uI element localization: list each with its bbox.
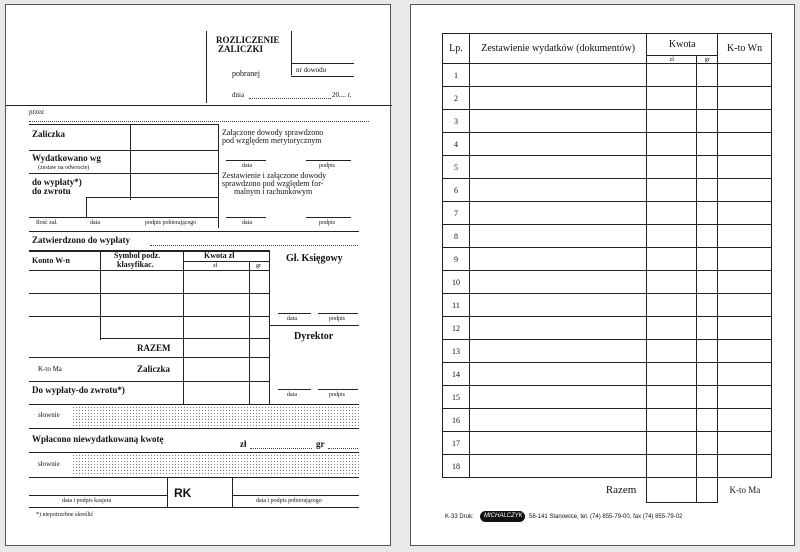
data-label-4: data xyxy=(287,316,297,322)
kto-ma-label: K-to Ma xyxy=(718,478,772,503)
row-number: 12 xyxy=(443,317,470,340)
row-number: 16 xyxy=(443,409,470,432)
expense-row xyxy=(443,248,772,271)
form-title-line2: ZALICZKI xyxy=(218,44,264,54)
razem-label: Razem xyxy=(443,478,647,503)
row-number: 18 xyxy=(443,455,470,478)
row-gr-cell xyxy=(697,455,718,478)
right-page-expense-list xyxy=(410,4,795,546)
gl-ksiegowy-label: Gł. Księgowy xyxy=(286,253,343,264)
row-description-cell xyxy=(469,64,646,87)
data-podpis-pobierajacego-label: data i podpis pobierającego xyxy=(256,498,322,504)
row-gr-cell xyxy=(697,248,718,271)
expense-row xyxy=(443,432,772,455)
row-gr-cell xyxy=(697,271,718,294)
dnia-year-label: 20.... r. xyxy=(332,91,352,99)
data-label-5: data xyxy=(287,392,297,398)
kwota-zl-header: Kwota zł xyxy=(204,251,235,260)
zaliczka-label: Zaliczka xyxy=(32,129,65,139)
expense-row xyxy=(443,271,772,294)
wplacono-zl-label: zł xyxy=(240,439,247,449)
row-description-cell xyxy=(469,432,646,455)
expense-row xyxy=(443,317,772,340)
row-number: 8 xyxy=(443,225,470,248)
row-gr-cell xyxy=(697,202,718,225)
row-gr-cell xyxy=(697,294,718,317)
zalaczone-line1: Załączone dowody sprawdzono xyxy=(222,128,324,137)
footer-code: K-33 Druk: xyxy=(445,514,474,520)
kwota-zl-header: zł xyxy=(647,56,697,64)
row-kto-wn-cell xyxy=(718,294,772,317)
expense-row xyxy=(443,64,772,87)
row-kto-wn-cell xyxy=(718,363,772,386)
razem-gr-cell xyxy=(697,478,718,503)
zestawienie-header: Zestawienie wydatków (dokumentów) xyxy=(469,34,646,64)
footer-address: 58-141 Stanowice, tel. (74) 855-79-00, fax (74) 855-79-02 xyxy=(529,514,683,520)
row-number: 15 xyxy=(443,386,470,409)
row-kto-wn-cell xyxy=(718,179,772,202)
printer-brand: MICHALCZYK xyxy=(484,513,523,519)
symbol-header-line1: Symbol podz. xyxy=(114,251,161,260)
row-zl-cell xyxy=(647,455,697,478)
row-description-cell xyxy=(469,225,646,248)
row-number: 10 xyxy=(443,271,470,294)
do-zwrotu-label: do zwrotu xyxy=(32,186,71,196)
row-kto-wn-cell xyxy=(718,432,772,455)
row-gr-cell xyxy=(697,409,718,432)
row-description-cell xyxy=(469,340,646,363)
row-zl-cell xyxy=(647,409,697,432)
expense-row xyxy=(443,225,772,248)
row-kto-wn-cell xyxy=(718,202,772,225)
slownie-label-2: słownie xyxy=(38,460,60,468)
zestawienie-line1: Zestawienie i załączone dowody xyxy=(222,171,327,180)
expense-row xyxy=(443,386,772,409)
kto-wn-header: K-to Wn xyxy=(718,34,772,64)
row-number: 2 xyxy=(443,87,470,110)
row-kto-wn-cell xyxy=(718,110,772,133)
row-description-cell xyxy=(469,294,646,317)
nr-dowodu-label: nr dowodu xyxy=(296,66,327,74)
row-description-cell xyxy=(469,156,646,179)
row-kto-wn-cell xyxy=(718,225,772,248)
kwota-header: Kwota xyxy=(647,34,718,56)
row-description-cell xyxy=(469,363,646,386)
row-kto-wn-cell xyxy=(718,64,772,87)
przez-label: przez xyxy=(29,108,45,116)
zalaczone-line2: pod względem merytorycznym xyxy=(222,136,322,145)
expense-row xyxy=(443,363,772,386)
row-gr-cell xyxy=(697,363,718,386)
form-title-line1: ROZLICZENIE xyxy=(216,35,280,45)
row-zl-cell xyxy=(647,248,697,271)
row-description-cell xyxy=(469,133,646,156)
footnote: *) niepotrzebne skreślić xyxy=(36,512,94,518)
pobranej-label: pobranej xyxy=(232,69,260,78)
expense-row xyxy=(443,455,772,478)
row-zl-cell xyxy=(647,179,697,202)
zestawienie-line2: sprawdzono pod względem for- xyxy=(222,179,324,188)
zestawienie-line3: malnym i rachunkowym xyxy=(234,187,313,196)
ilosc-zal-label: Ilość zał. xyxy=(36,220,58,226)
row-gr-cell xyxy=(697,225,718,248)
do-wyplaty-label: do wypłaty*) xyxy=(32,177,82,187)
row-number: 3 xyxy=(443,110,470,133)
expense-row xyxy=(443,156,772,179)
zatwierdzono-label: Zatwierdzono do wypłaty xyxy=(32,235,131,245)
row-zl-cell xyxy=(647,363,697,386)
row-number: 6 xyxy=(443,179,470,202)
expense-row xyxy=(443,110,772,133)
row-zl-cell xyxy=(647,294,697,317)
row-number: 5 xyxy=(443,156,470,179)
podpis-label-2: podpis xyxy=(319,163,336,169)
expense-table xyxy=(442,33,772,503)
row-gr-cell xyxy=(697,87,718,110)
konto-wn-header: Konto W-n xyxy=(32,256,71,265)
podpis-label-5: podpis xyxy=(329,392,346,398)
row-description-cell xyxy=(469,271,646,294)
data-podpis-kasjera-label: data i podpis kasjera xyxy=(62,498,112,504)
podpis-pobierajacego-label: podpis pobierającego xyxy=(145,220,197,226)
row-gr-cell xyxy=(697,432,718,455)
row-kto-wn-cell xyxy=(718,455,772,478)
symbol-header-line2: klasyfikac. xyxy=(117,260,154,269)
row-number: 17 xyxy=(443,432,470,455)
expense-row xyxy=(443,409,772,432)
razem-zl-cell xyxy=(647,478,697,503)
expense-row xyxy=(443,202,772,225)
kwota-zl-sub: zł xyxy=(213,263,218,269)
row-kto-wn-cell xyxy=(718,248,772,271)
dnia-label: dnia xyxy=(232,91,245,99)
dyrektor-label: Dyrektor xyxy=(294,331,334,342)
kto-ma-label: K-to Ma xyxy=(38,365,62,373)
row-gr-cell xyxy=(697,386,718,409)
row-kto-wn-cell xyxy=(718,340,772,363)
row-gr-cell xyxy=(697,179,718,202)
row-zl-cell xyxy=(647,156,697,179)
row-description-cell xyxy=(469,202,646,225)
data-label-2: data xyxy=(242,163,252,169)
row-gr-cell xyxy=(697,340,718,363)
row-zl-cell xyxy=(647,386,697,409)
do-wyplaty-zwrotu-label: Do wypłaty-do zwrotu*) xyxy=(32,385,125,395)
row-gr-cell xyxy=(697,156,718,179)
rk-label: RK xyxy=(174,486,192,500)
row-gr-cell xyxy=(697,110,718,133)
kwota-gr-header: gr xyxy=(697,56,718,64)
kwota-gr-sub: gr xyxy=(256,263,261,269)
left-page-settlement-form xyxy=(5,4,391,546)
row-gr-cell xyxy=(697,317,718,340)
row-zl-cell xyxy=(647,317,697,340)
data-label-3: data xyxy=(242,220,252,226)
row-gr-cell xyxy=(697,133,718,156)
row-gr-cell xyxy=(697,64,718,87)
wplacono-gr-label: gr xyxy=(316,439,325,449)
row-kto-wn-cell xyxy=(718,386,772,409)
row-number: 4 xyxy=(443,133,470,156)
row-kto-wn-cell xyxy=(718,317,772,340)
row-number: 9 xyxy=(443,248,470,271)
wydatkowano-sub: (zestaw na odwrocie) xyxy=(38,165,90,171)
data-label-1: data xyxy=(90,220,100,226)
podpis-label-3: podpis xyxy=(319,220,336,226)
zaliczka-row-label: Zaliczka xyxy=(137,364,170,374)
lp-header: Lp. xyxy=(443,34,470,64)
row-description-cell xyxy=(469,317,646,340)
podpis-label-4: podpis xyxy=(329,316,346,322)
expense-row xyxy=(443,87,772,110)
row-zl-cell xyxy=(647,340,697,363)
row-number: 1 xyxy=(443,64,470,87)
expense-row xyxy=(443,179,772,202)
row-zl-cell xyxy=(647,271,697,294)
slownie-label-1: słownie xyxy=(38,411,60,419)
row-number: 11 xyxy=(443,294,470,317)
row-description-cell xyxy=(469,179,646,202)
row-zl-cell xyxy=(647,64,697,87)
row-kto-wn-cell xyxy=(718,133,772,156)
row-description-cell xyxy=(469,87,646,110)
printer-logo xyxy=(480,511,525,522)
razem-label: RAZEM xyxy=(137,343,171,353)
expense-row xyxy=(443,340,772,363)
expense-row xyxy=(443,133,772,156)
row-description-cell xyxy=(469,409,646,432)
row-description-cell xyxy=(469,248,646,271)
row-kto-wn-cell xyxy=(718,409,772,432)
row-number: 13 xyxy=(443,340,470,363)
row-kto-wn-cell xyxy=(718,87,772,110)
expense-row xyxy=(443,294,772,317)
row-zl-cell xyxy=(647,202,697,225)
row-zl-cell xyxy=(647,110,697,133)
row-number: 14 xyxy=(443,363,470,386)
row-kto-wn-cell xyxy=(718,271,772,294)
row-zl-cell xyxy=(647,432,697,455)
row-description-cell xyxy=(469,386,646,409)
row-description-cell xyxy=(469,455,646,478)
row-zl-cell xyxy=(647,225,697,248)
row-kto-wn-cell xyxy=(718,156,772,179)
wplacono-label: Wpłacono niewydatkowaną kwotę xyxy=(32,434,164,444)
row-description-cell xyxy=(469,110,646,133)
row-zl-cell xyxy=(647,133,697,156)
row-number: 7 xyxy=(443,202,470,225)
row-zl-cell xyxy=(647,87,697,110)
wydatkowano-label: Wydatkowano wg xyxy=(32,153,101,163)
